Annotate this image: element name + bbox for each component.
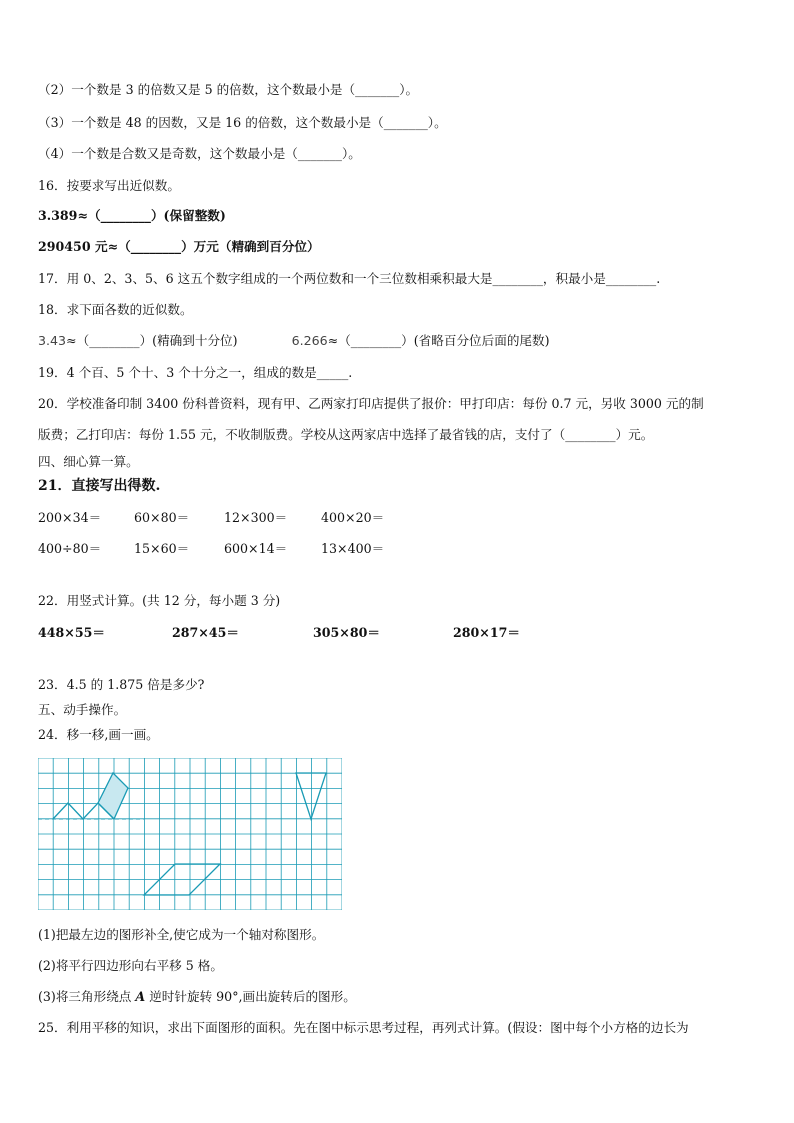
q22-item4: 280×17＝ <box>453 625 520 640</box>
q21-row2-item2: 15×60＝ <box>134 541 190 556</box>
q18-a-rest: ≈（________）(精确到十分位) <box>66 333 238 348</box>
section-5-heading: 五、动手操作。 <box>38 702 127 717</box>
q16-part-b: 290450 元≈（________）万元（精确到百分位） <box>38 239 320 254</box>
triangle <box>296 773 326 819</box>
q18-b-number: 6.266 <box>291 333 328 348</box>
q20-line-1: 20．学校准备印制 3400 份科普资料，现有甲、乙两家打印店提供了报价：甲打印店：每份 0.7 元，另收 3000 元的制 <box>38 396 704 411</box>
q22-item3: 305×80＝ <box>313 625 380 640</box>
point-a-label: A <box>135 989 146 1004</box>
q24-sub-2: (2)将平行四边形向右平移 5 格。 <box>38 958 223 973</box>
q20-line-2: 版费；乙打印店：每份 1.55 元，不收制版费。学校从这两家店中选择了最省钱的店，支付了（________）元。 <box>38 427 654 442</box>
q15-item-4: （4）一个数是合数又是奇数，这个数最小是（_______）。 <box>38 146 361 161</box>
q21-row1-item2: 60×80＝ <box>134 510 190 525</box>
q19-text: 19．4 个百、5 个十、3 个十分之一，组成的数是_____. <box>38 365 353 380</box>
grid-lines <box>38 758 342 910</box>
q18-title: 18．求下面各数的近似数。 <box>38 302 193 317</box>
q18-parts <box>38 333 550 349</box>
q21-row2-item3: 600×14＝ <box>224 541 288 556</box>
q21-row2-item4: 13×400＝ <box>321 541 385 556</box>
q18-b-rest: ≈（________）(省略百分位后面的尾数) <box>327 333 550 348</box>
q17-text: 17．用 0、2、3、5、6 这五个数字组成的一个两位数和一个三位数相乘积最大是________，积最小是________. <box>38 271 661 286</box>
q24-sub-3-text-b: 逆时针旋转 90°,画出旋转后的图形。 <box>145 989 356 1004</box>
section-4-heading: 四、细心算一算。 <box>38 454 139 469</box>
q15-item-3: （3）一个数是 48 的因数，又是 16 的倍数，这个数最小是（_______）。 <box>38 115 447 130</box>
q22-item1: 448×55＝ <box>38 625 105 640</box>
q21-title: 21．直接写出得数. <box>38 478 161 494</box>
q21-row1-item1: 200×34＝ <box>38 510 102 525</box>
q15-item-2: （2）一个数是 3 的倍数又是 5 的倍数，这个数最小是（_______）。 <box>38 82 419 97</box>
q24-sub-1: (1)把最左边的图形补全,使它成为一个轴对称图形。 <box>38 927 325 942</box>
q22-item2: 287×45＝ <box>172 625 239 640</box>
left-figure-kite <box>98 773 128 819</box>
q21-row1-item4: 400×20＝ <box>321 510 385 525</box>
q24-title: 24．移一移,画一画。 <box>38 727 159 742</box>
q25-text: 25．利用平移的知识，求出下面图形的面积。先在图中标示思考过程，再列式计算。(假设：图中每个小方格的边长为 <box>38 1020 689 1035</box>
q24-sub-3-text-a: (3)将三角形绕点 <box>38 989 136 1004</box>
q18-a-number: 3.43 <box>38 333 67 348</box>
q16-part-a: 3.389≈（________）(保留整数) <box>38 208 226 223</box>
q21-row2-item1: 400÷80＝ <box>38 541 102 556</box>
q24-sub-3 <box>38 989 356 1005</box>
q24-grid-figure <box>38 758 342 910</box>
q23-text: 23．4.5 的 1.875 倍是多少? <box>38 677 205 692</box>
q21-row1-item3: 12×300＝ <box>224 510 288 525</box>
q16-title: 16．按要求写出近似数。 <box>38 178 180 193</box>
q22-title: 22．用竖式计算。(共 12 分，每小题 3 分) <box>38 593 281 608</box>
